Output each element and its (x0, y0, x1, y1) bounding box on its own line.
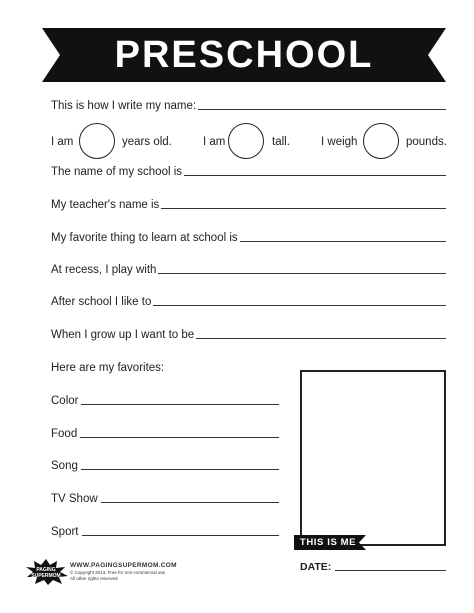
favorite-tv-show-label: TV Show (51, 493, 98, 505)
teacher-row (51, 199, 446, 211)
learn-label: My favorite thing to learn at school is (51, 232, 238, 244)
i-weigh-label: I weigh (321, 136, 358, 148)
date-label: DATE: (300, 561, 332, 573)
this-is-me-label: THIS IS ME (299, 537, 357, 548)
recess-line[interactable] (158, 273, 446, 274)
favorite-food-line[interactable] (80, 437, 279, 438)
paging-supermom-logo (24, 559, 68, 585)
pounds-label: pounds. (406, 136, 447, 148)
favorite-tv-show-row (51, 493, 279, 505)
learn-line[interactable] (240, 241, 446, 242)
footer-site: WWW.PAGINGSUPERMOM.COM (70, 562, 177, 569)
school-line[interactable] (184, 175, 446, 176)
after-school-line[interactable] (153, 305, 446, 306)
grow-up-line[interactable] (196, 338, 446, 339)
learn-row (51, 232, 446, 244)
teacher-line[interactable] (161, 208, 446, 209)
photo-frame[interactable] (300, 370, 446, 546)
date-line[interactable] (335, 570, 446, 571)
favorite-tv-show-line[interactable] (101, 502, 279, 503)
footer-copyright: © Copyright 2013, Free for non-commercial use (70, 570, 166, 575)
favorite-sport-row (51, 526, 279, 538)
name-label: This is how I write my name: (51, 100, 197, 112)
date-row (300, 561, 446, 573)
favorite-song-line[interactable] (81, 469, 279, 470)
title-banner (42, 28, 446, 82)
years-old-label: years old. (122, 136, 172, 148)
grow-up-row (51, 329, 446, 341)
favorite-sport-label: Sport (51, 526, 79, 538)
footer-rights: All other rights reserved (70, 575, 118, 581)
this-is-me-tag (294, 535, 366, 550)
name-line[interactable] (198, 109, 446, 110)
page-title: PRESCHOOL (114, 34, 374, 76)
name-row (51, 100, 446, 112)
school-label: The name of my school is (51, 166, 183, 178)
favorite-sport-line[interactable] (82, 535, 280, 536)
favorites-heading: Here are my favorites: (51, 362, 165, 374)
tall-label: tall. (272, 136, 290, 148)
i-am-age-label: I am (51, 136, 74, 148)
after-school-row (51, 296, 446, 308)
favorite-song-row (51, 460, 279, 472)
age-circle[interactable] (79, 123, 115, 159)
logo-burst-shape (24, 559, 68, 585)
school-row (51, 166, 446, 178)
teacher-label: My teacher's name is (51, 199, 160, 211)
favorite-food-row (51, 428, 279, 440)
logo-line-2: SUPERMOM (31, 573, 61, 579)
about-row (51, 123, 451, 163)
after-school-label: After school I like to (51, 296, 152, 308)
favorite-color-row (51, 395, 279, 407)
footer-text (70, 562, 177, 581)
weight-circle[interactable] (363, 123, 399, 159)
favorite-song-label: Song (51, 460, 78, 472)
favorites-heading-row (51, 362, 166, 374)
favorite-color-label: Color (51, 395, 79, 407)
i-am-height-label: I am (203, 136, 226, 148)
favorite-color-line[interactable] (81, 404, 279, 405)
height-circle[interactable] (228, 123, 264, 159)
grow-up-label: When I grow up I want to be (51, 329, 195, 341)
recess-row (51, 264, 446, 276)
recess-label: At recess, I play with (51, 264, 157, 276)
logo-line-1: PAGING (36, 567, 56, 573)
favorite-food-label: Food (51, 428, 78, 440)
